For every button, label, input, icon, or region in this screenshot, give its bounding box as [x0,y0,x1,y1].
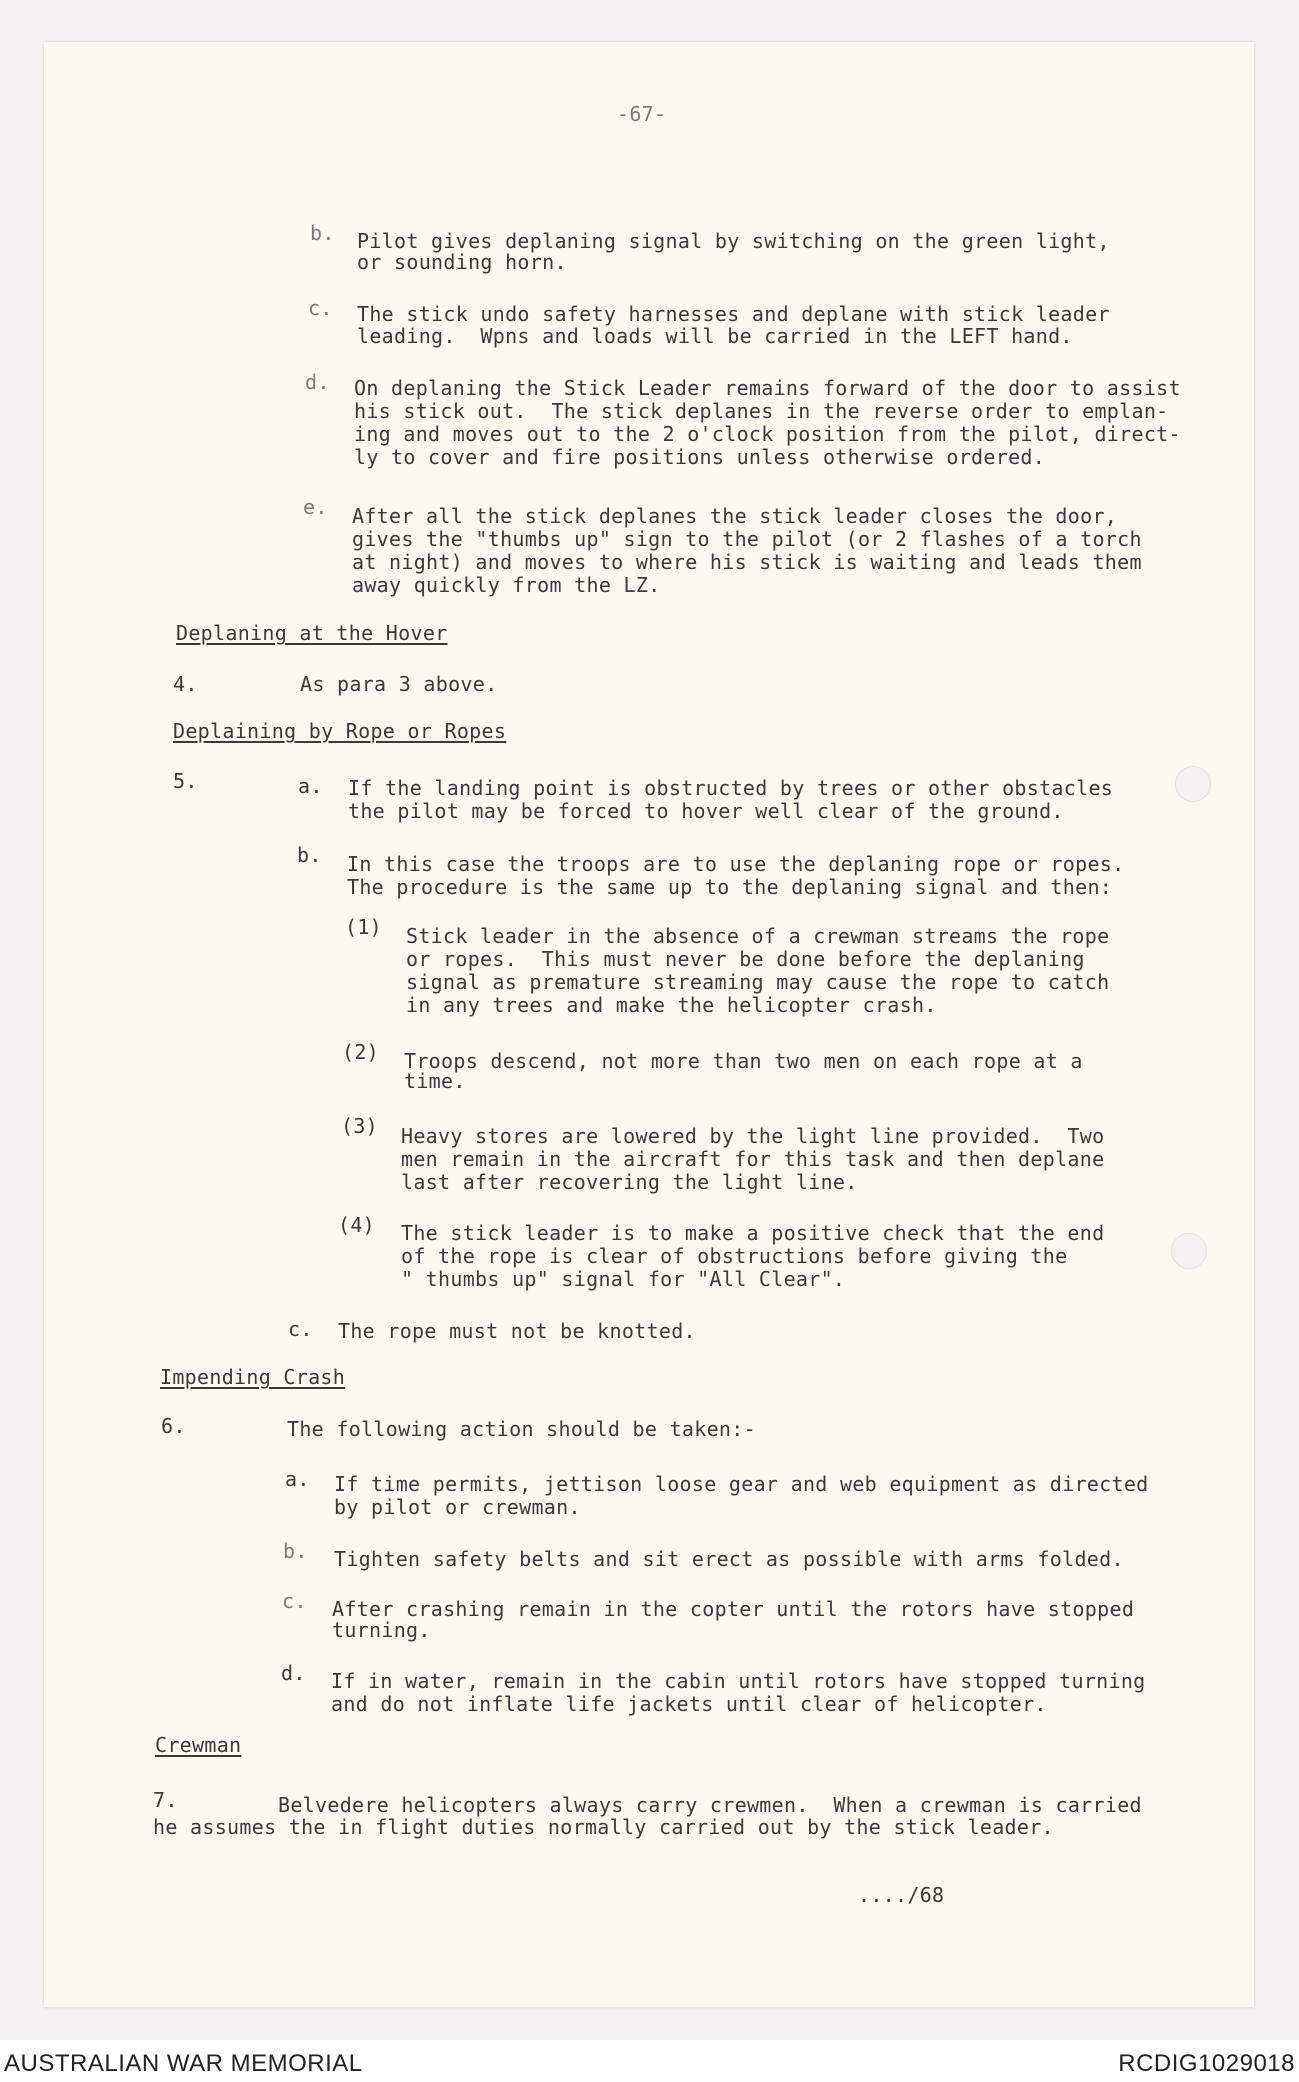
item-label: d. [281,1661,306,1685]
item-label: b. [310,221,335,245]
item-text: or sounding horn. [357,250,567,274]
para-text: Belvedere helicopters always carry crewmen. When a crewman is carried [278,1793,1142,1817]
item-text: by pilot or crewman. [334,1495,581,1519]
page-number: -67- [617,102,667,126]
item-label: e. [303,495,328,519]
item-label: b. [297,843,322,867]
item-text: leading. Wpns and loads will be carried in the LEFT hand. [357,324,1073,348]
item-text: ly to cover and fire positions unless otherwise ordered. [354,445,1046,469]
item-label: c. [308,296,333,320]
item-text: at night) and moves to where his stick is waiting and leads them [352,550,1142,574]
item-text: The procedure is the same up to the deplaning signal and then: [347,875,1113,899]
sub-text: men remain in the aircraft for this task and then deplane [401,1147,1105,1171]
sub-text: Stick leader in the absence of a crewman streams the rope [406,924,1110,948]
item-text: and do not inflate life jackets until clear of helicopter. [331,1692,1047,1716]
sub-number: (4) [338,1213,376,1237]
item-text: ing and moves out to the 2 o'clock position from the pilot, direct- [354,422,1181,446]
item-label: d. [305,370,330,394]
footer-left: AUSTRALIAN WAR MEMORIAL [4,2050,363,2077]
section-heading: Deplaining by Rope or Ropes [173,719,507,743]
item-text: his stick out. The stick deplanes in the reverse order to emplan- [354,399,1169,423]
item-text: turning. [332,1618,431,1642]
para-number: 6. [161,1414,186,1438]
item-text: If time permits, jettison loose gear and web equipment as directed [334,1472,1149,1496]
para-number: 7. [153,1788,178,1812]
sub-text: of the rope is clear of obstructions before giving the [401,1244,1068,1268]
sub-number: (3) [341,1114,379,1138]
item-text: the pilot may be forced to hover well clear of the ground. [348,799,1064,823]
item-label: c. [282,1589,307,1613]
sub-text: in any trees and make the helicopter crash. [406,993,937,1017]
sub-text: Heavy stores are lowered by the light line provided. Two [401,1124,1105,1148]
sub-text: " thumbs up" signal for "All Clear". [401,1267,846,1291]
sub-number: (1) [345,915,383,939]
sub-text: last after recovering the light line. [401,1170,858,1194]
sub-number: (2) [342,1040,380,1064]
section-heading: Impending Crash [160,1365,346,1389]
item-text: On deplaning the Stick Leader remains forward of the door to assist [354,376,1181,400]
para-text: The following action should be taken:- [287,1417,756,1441]
sub-text: or ropes. This must never be done before the deplaning [406,947,1085,971]
sub-text: The stick leader is to make a positive check that the end [401,1221,1105,1245]
item-text: The stick undo safety harnesses and deplane with stick leader [357,302,1110,326]
sub-text: Troops descend, not more than two men on each rope at a [404,1049,1083,1073]
item-label: a. [285,1467,310,1491]
item-text: Tighten safety belts and sit erect as possible with arms folded. [334,1547,1124,1571]
item-text: If in water, remain in the cabin until rotors have stopped turning [331,1669,1146,1693]
para-text: As para 3 above. [300,672,498,696]
item-label: b. [283,1539,308,1563]
item-text: If the landing point is obstructed by trees or other obstacles [348,776,1114,800]
item-label: c. [288,1317,313,1341]
punch-hole [1175,766,1211,802]
item-text: In this case the troops are to use the deplaning rope or ropes. [347,852,1125,876]
sub-text: time. [404,1069,466,1093]
para-number: 5. [173,769,198,793]
item-text: Pilot gives deplaning signal by switching on the green light, [357,229,1110,253]
item-label: a. [298,774,323,798]
section-heading: Deplaning at the Hover [176,621,448,645]
punch-hole [1171,1233,1207,1269]
item-text: away quickly from the LZ. [352,573,661,597]
continuation-marker: ..../68 [858,1883,945,1907]
item-text: gives the "thumbs up" sign to the pilot (or 2 flashes of a torch [352,527,1142,551]
para-number: 4. [173,672,198,696]
para-text: he assumes the in flight duties normally carried out by the stick leader. [153,1815,1054,1839]
item-text: The rope must not be knotted. [338,1319,696,1343]
section-heading: Crewman [155,1733,242,1757]
sub-text: signal as premature streaming may cause the rope to catch [406,970,1110,994]
item-text: After all the stick deplanes the stick leader closes the door, [352,504,1118,528]
item-text: After crashing remain in the copter until the rotors have stopped [332,1597,1135,1621]
footer-right: RCDIG1029018 [1118,2050,1295,2077]
